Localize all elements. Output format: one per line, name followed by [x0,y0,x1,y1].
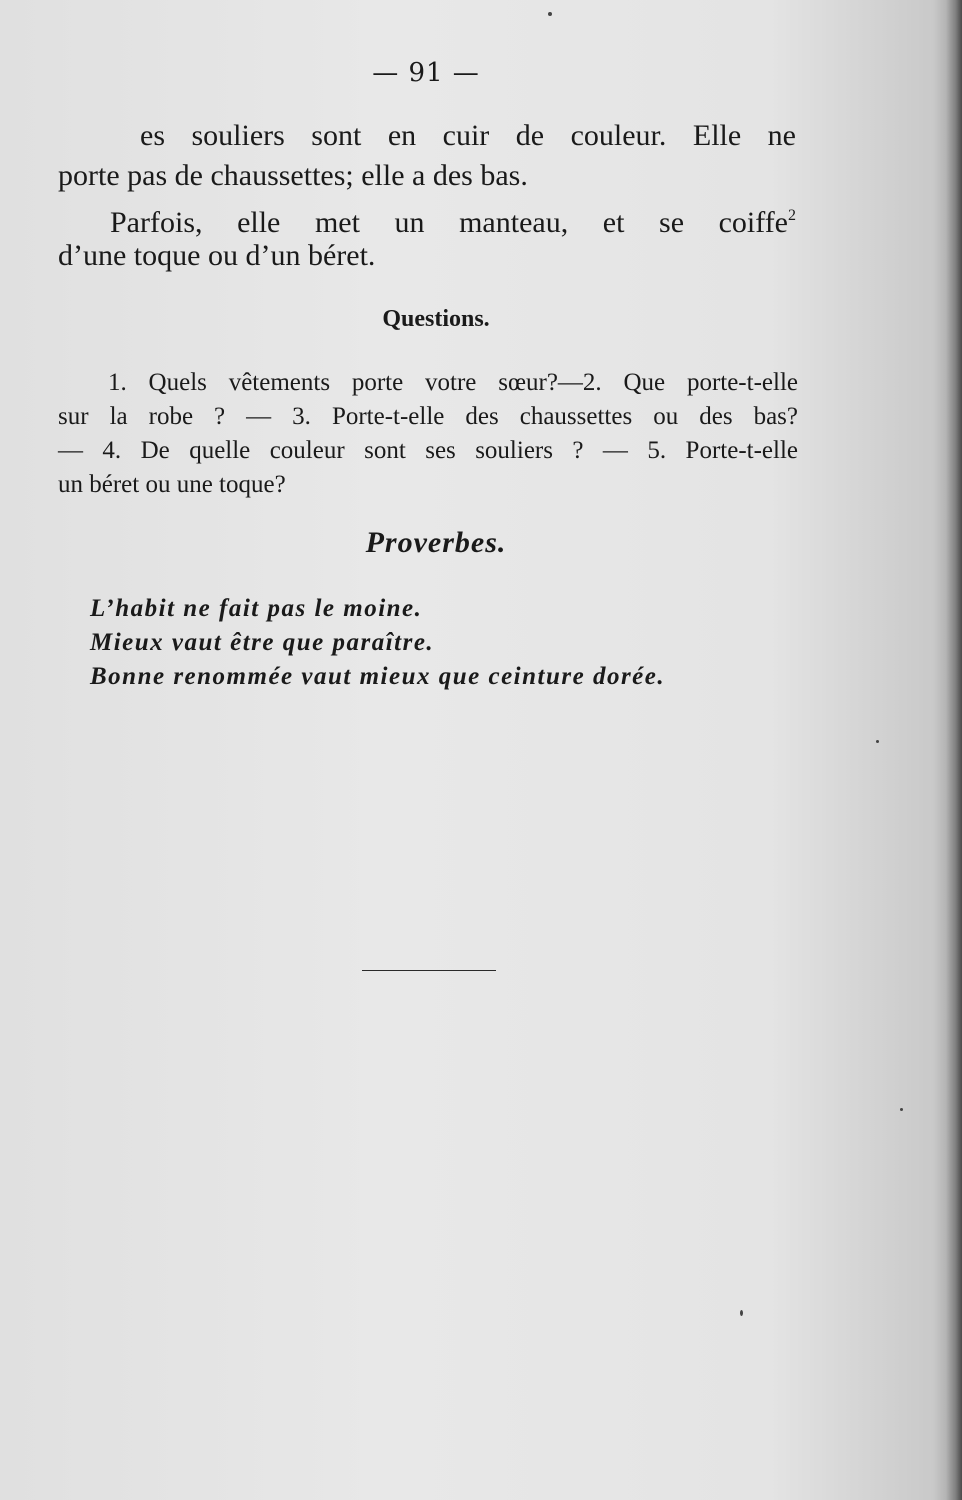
page-edge-shadow [946,0,962,1500]
body-line-1: es souliers sont en cuir de couleur. Elle ne [140,119,796,152]
question-line-2: sur la robe ? — 3. Porte-t-elle des chaussettes ou des bas? [58,403,798,430]
section-divider [362,970,496,971]
page-number: — 91 — [372,58,480,88]
ink-speck [548,12,552,16]
ink-speck [900,1108,903,1111]
question-line-3: — 4. De quelle couleur sont ses souliers ? — 5. Porte-t-elle [58,437,798,464]
proverb-2: Mieux vaut être que paraître. [90,629,435,656]
footnote-mark: 2 [788,207,796,224]
ink-speck [876,740,879,743]
questions-heading: Questions. [382,306,490,332]
question-line-1: 1. Quels vêtements porte votre sœur?—2. Que porte-t-elle [108,369,798,396]
body-line-2: porte pas de chaussettes; elle a des bas. [58,159,528,192]
proverb-3: Bonne renommée vaut mieux que ceinture dorée. [90,663,666,690]
ink-speck [740,1310,743,1316]
proverbes-heading: Proverbes. [365,526,507,559]
body-line-4: d’une toque ou d’un béret. [58,239,376,272]
proverb-1: L’habit ne fait pas le moine. [90,595,423,622]
body-line-3-text: Parfois, elle met un manteau, et se coiffe [110,206,788,239]
question-line-4: un béret ou une toque? [58,471,286,498]
